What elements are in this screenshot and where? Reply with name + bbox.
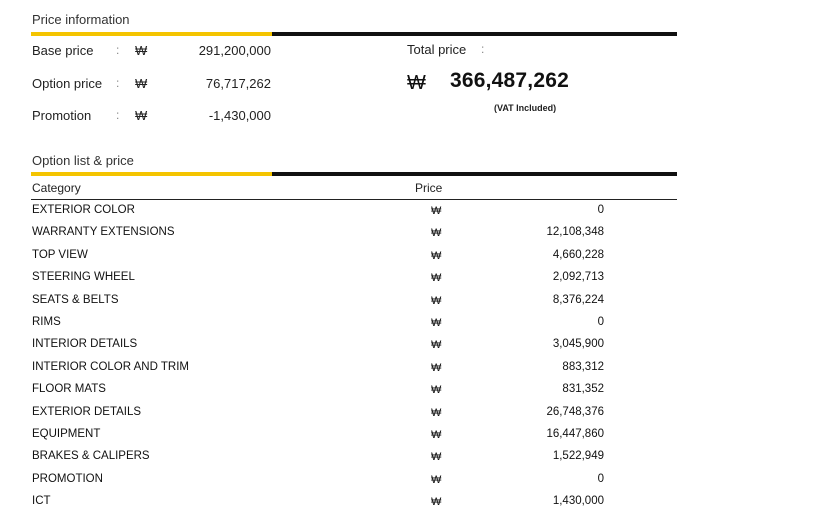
option-price: 1,522,949 [552,450,604,463]
option-category: RIMS [32,316,61,328]
option-price: 26,748,376 [546,405,604,418]
total-price-currency: ₩ [407,72,426,94]
option-currency: ₩ [431,406,442,419]
option-currency: ₩ [431,473,442,486]
table-row [0,335,829,357]
table-row [0,223,829,245]
option-price-label: Option price [32,76,103,91]
table-row [0,358,829,380]
category-header: Category [32,181,81,195]
option-price: 12,108,348 [546,226,604,239]
option-price: 0 [597,316,604,328]
option-price: 883,312 [562,360,604,373]
option-category: EXTERIOR DETAILS [32,405,142,418]
option-currency: ₩ [431,205,442,217]
table-row [0,291,829,313]
table-row [0,470,829,492]
table-row [0,380,829,402]
table-row [0,447,829,469]
option-price: 16,447,860 [546,428,604,440]
vat-note: (VAT Included) [494,103,557,113]
table-row [0,425,829,447]
option-currency: ₩ [431,294,442,307]
table-row [0,313,829,335]
total-price-value: 366,487,262 [450,69,569,92]
option-price: 0 [597,472,604,485]
option-currency: ₩ [431,361,442,374]
table-row [0,492,829,514]
option-price: 2,092,713 [552,271,604,284]
option-currency: ₩ [431,317,442,329]
base-price-colon: : [116,43,120,57]
table-row [0,201,829,223]
option-price-value: 76,717,262 [205,76,271,91]
option-currency: ₩ [431,227,442,240]
option-list-title: Option list & price [32,153,134,168]
table-row [0,246,829,268]
option-category: EQUIPMENT [32,428,101,440]
option-category: INTERIOR DETAILS [32,338,138,351]
option-price: 3,045,900 [552,338,604,351]
option-category: ICT [32,495,51,508]
price-header: Price [415,181,443,195]
option-category: INTERIOR COLOR AND TRIM [32,360,189,373]
base-price-value: 291,200,000 [198,43,271,58]
promotion-currency: ₩ [135,108,148,123]
base-price-label: Base price [32,43,94,58]
option-price: 1,430,000 [552,495,604,508]
table-row [0,403,829,425]
option-category: FLOOR MATS [32,383,106,396]
option-currency: ₩ [431,272,442,285]
promotion-value: -1,430,000 [208,108,271,123]
option-category: BRAKES & CALIPERS [32,450,150,463]
option-category: TOP VIEW [32,248,88,261]
price-info-rule [31,32,677,36]
option-price: 831,352 [562,383,604,396]
option-price: 8,376,224 [552,293,604,306]
option-price: 4,660,228 [552,248,604,261]
price-info-title: Price information [32,12,130,27]
option-currency: ₩ [431,384,442,397]
option-currency: ₩ [431,249,442,262]
table-header-divider [31,199,677,200]
option-currency: ₩ [431,429,442,441]
promotion-colon: : [116,108,120,122]
option-category: WARRANTY EXTENSIONS [32,226,175,239]
total-price-label: Total price [407,42,467,57]
option-price-currency: ₩ [135,76,148,91]
option-currency: ₩ [431,451,442,464]
option-currency: ₩ [431,496,442,509]
option-list-rule [31,172,677,176]
option-category: SEATS & BELTS [32,293,119,306]
total-price-colon: : [481,42,485,56]
option-category: EXTERIOR COLOR [32,204,135,216]
option-price: 0 [597,204,604,216]
promotion-label: Promotion [32,108,92,123]
table-row [0,268,829,290]
option-currency: ₩ [431,339,442,352]
base-price-currency: ₩ [135,43,148,58]
option-category: PROMOTION [32,472,103,485]
option-price-colon: : [116,76,120,90]
option-category: STEERING WHEEL [32,271,135,284]
